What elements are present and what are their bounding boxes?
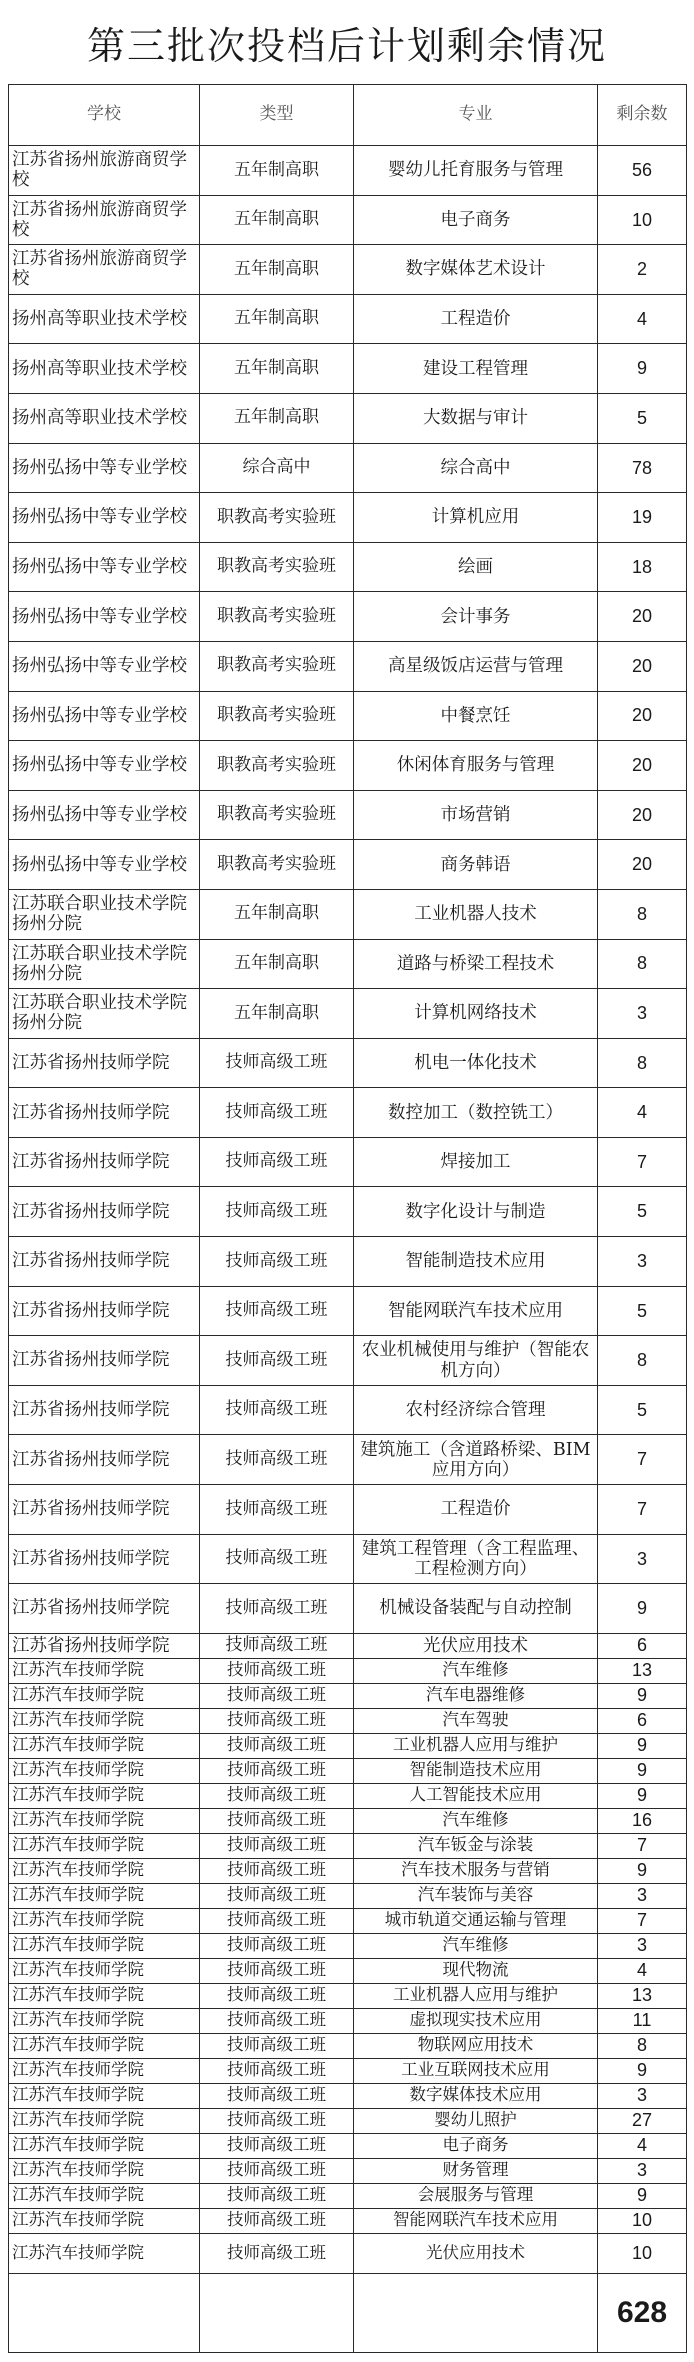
major-cell: 婴幼儿照护 <box>354 2109 598 2134</box>
school-cell: 江苏联合职业技术学院扬州分院 <box>9 890 200 940</box>
remaining-cell: 9 <box>598 1684 687 1709</box>
major-cell: 建筑施工（含道路桥梁、BIM应用方向） <box>354 1435 598 1485</box>
remaining-cell: 8 <box>598 1336 687 1386</box>
remaining-cell: 9 <box>598 1759 687 1784</box>
major-cell: 城市轨道交通运输与管理 <box>354 1909 598 1934</box>
major-cell: 计算机应用 <box>354 493 598 543</box>
type-cell: 职教高考实验班 <box>200 741 354 791</box>
remaining-cell: 20 <box>598 642 687 692</box>
major-cell: 汽车驾驶 <box>354 1709 598 1734</box>
major-cell: 绘画 <box>354 543 598 593</box>
major-cell: 汽车电器维修 <box>354 1684 598 1709</box>
major-cell: 建筑工程管理（含工程监理、工程检测方向） <box>354 1535 598 1585</box>
major-cell: 现代物流 <box>354 1959 598 1984</box>
type-cell: 五年制高职 <box>200 890 354 940</box>
remaining-cell: 3 <box>598 989 687 1039</box>
remaining-cell: 3 <box>598 1535 687 1585</box>
school-cell: 江苏汽车技师学院 <box>9 2159 200 2184</box>
remaining-plan-table <box>8 84 687 2353</box>
type-cell: 职教高考实验班 <box>200 692 354 742</box>
remaining-cell: 3 <box>598 2084 687 2109</box>
remaining-cell: 9 <box>598 1784 687 1809</box>
type-cell: 职教高考实验班 <box>200 642 354 692</box>
type-cell: 技师高级工班 <box>200 1909 354 1934</box>
type-cell: 技师高级工班 <box>200 2134 354 2159</box>
type-cell: 职教高考实验班 <box>200 840 354 890</box>
major-cell: 工程造价 <box>354 295 598 345</box>
school-cell: 江苏省扬州技师学院 <box>9 1485 200 1535</box>
major-cell: 数控加工（数控铣工） <box>354 1088 598 1138</box>
type-cell: 技师高级工班 <box>200 1834 354 1859</box>
major-cell: 物联网应用技术 <box>354 2034 598 2059</box>
type-cell: 技师高级工班 <box>200 1984 354 2009</box>
type-cell: 技师高级工班 <box>200 1684 354 1709</box>
school-cell: 扬州弘扬中等专业学校 <box>9 741 200 791</box>
school-cell: 江苏汽车技师学院 <box>9 1959 200 1984</box>
major-cell: 建设工程管理 <box>354 344 598 394</box>
school-cell: 江苏省扬州技师学院 <box>9 1138 200 1188</box>
remaining-cell: 6 <box>598 1634 687 1659</box>
school-cell: 江苏省扬州技师学院 <box>9 1386 200 1436</box>
major-cell: 汽车维修 <box>354 1659 598 1684</box>
remaining-cell: 5 <box>598 1187 687 1237</box>
school-cell: 江苏汽车技师学院 <box>9 2059 200 2084</box>
remaining-cell: 9 <box>598 2059 687 2084</box>
type-cell: 技师高级工班 <box>200 1959 354 1984</box>
type-cell: 技师高级工班 <box>200 1709 354 1734</box>
remaining-cell: 2 <box>598 245 687 295</box>
major-cell: 商务韩语 <box>354 840 598 890</box>
remaining-cell: 20 <box>598 741 687 791</box>
remaining-cell: 10 <box>598 2234 687 2274</box>
type-cell: 技师高级工班 <box>200 1088 354 1138</box>
major-cell: 高星级饭店运营与管理 <box>354 642 598 692</box>
school-cell: 江苏汽车技师学院 <box>9 2084 200 2109</box>
school-cell: 江苏省扬州技师学院 <box>9 1584 200 1634</box>
major-cell: 会计事务 <box>354 592 598 642</box>
remaining-cell: 7 <box>598 1485 687 1535</box>
school-cell: 江苏汽车技师学院 <box>9 1884 200 1909</box>
type-cell: 技师高级工班 <box>200 1784 354 1809</box>
type-cell: 技师高级工班 <box>200 2084 354 2109</box>
remaining-cell: 13 <box>598 1984 687 2009</box>
major-cell: 休闲体育服务与管理 <box>354 741 598 791</box>
school-cell: 江苏汽车技师学院 <box>9 1734 200 1759</box>
school-cell: 扬州高等职业技术学校 <box>9 394 200 444</box>
remaining-cell: 9 <box>598 2184 687 2209</box>
remaining-cell: 9 <box>598 1734 687 1759</box>
major-cell: 智能网联汽车技术应用 <box>354 2209 598 2234</box>
type-cell: 职教高考实验班 <box>200 791 354 841</box>
type-cell: 技师高级工班 <box>200 1809 354 1834</box>
type-cell: 技师高级工班 <box>200 1386 354 1436</box>
school-cell: 江苏联合职业技术学院扬州分院 <box>9 989 200 1039</box>
school-cell: 江苏汽车技师学院 <box>9 1834 200 1859</box>
remaining-cell: 9 <box>598 344 687 394</box>
major-cell: 智能网联汽车技术应用 <box>354 1287 598 1337</box>
school-cell: 江苏汽车技师学院 <box>9 1859 200 1884</box>
major-cell: 焊接加工 <box>354 1138 598 1188</box>
type-cell: 技师高级工班 <box>200 1759 354 1784</box>
type-cell: 技师高级工班 <box>200 2234 354 2274</box>
major-cell: 光伏应用技术 <box>354 1634 598 1659</box>
type-cell: 技师高级工班 <box>200 2009 354 2034</box>
major-cell: 工业机器人应用与维护 <box>354 1734 598 1759</box>
major-cell: 农业机械使用与维护（智能农机方向） <box>354 1336 598 1386</box>
school-cell: 江苏汽车技师学院 <box>9 1659 200 1684</box>
remaining-cell: 8 <box>598 1039 687 1089</box>
school-cell: 扬州弘扬中等专业学校 <box>9 692 200 742</box>
major-cell: 婴幼儿托育服务与管理 <box>354 146 598 196</box>
type-cell: 技师高级工班 <box>200 2059 354 2084</box>
remaining-cell: 3 <box>598 1884 687 1909</box>
type-cell: 职教高考实验班 <box>200 592 354 642</box>
remaining-cell: 3 <box>598 2159 687 2184</box>
empty-cell <box>200 2274 354 2353</box>
school-cell: 江苏省扬州旅游商贸学校 <box>9 245 200 295</box>
remaining-cell: 6 <box>598 1709 687 1734</box>
remaining-cell: 4 <box>598 1088 687 1138</box>
major-cell: 市场营销 <box>354 791 598 841</box>
major-cell: 会展服务与管理 <box>354 2184 598 2209</box>
remaining-cell: 9 <box>598 1584 687 1634</box>
type-cell: 职教高考实验班 <box>200 543 354 593</box>
type-cell: 五年制高职 <box>200 295 354 345</box>
major-cell: 机械设备装配与自动控制 <box>354 1584 598 1634</box>
type-cell: 综合高中 <box>200 444 354 494</box>
type-cell: 技师高级工班 <box>200 1138 354 1188</box>
school-cell: 江苏省扬州旅游商贸学校 <box>9 196 200 246</box>
empty-cell <box>9 2274 200 2353</box>
remaining-cell: 20 <box>598 592 687 642</box>
type-cell: 技师高级工班 <box>200 1187 354 1237</box>
school-cell: 江苏省扬州技师学院 <box>9 1634 200 1659</box>
major-cell: 大数据与审计 <box>354 394 598 444</box>
type-cell: 技师高级工班 <box>200 1237 354 1287</box>
type-cell: 技师高级工班 <box>200 1535 354 1585</box>
school-cell: 江苏汽车技师学院 <box>9 2034 200 2059</box>
school-cell: 江苏汽车技师学院 <box>9 2134 200 2159</box>
major-cell: 工业机器人技术 <box>354 890 598 940</box>
school-cell: 江苏省扬州技师学院 <box>9 1336 200 1386</box>
type-cell: 技师高级工班 <box>200 1584 354 1634</box>
remaining-cell: 78 <box>598 444 687 494</box>
remaining-cell: 3 <box>598 1237 687 1287</box>
school-cell: 扬州弘扬中等专业学校 <box>9 592 200 642</box>
type-cell: 技师高级工班 <box>200 1659 354 1684</box>
major-cell: 数字化设计与制造 <box>354 1187 598 1237</box>
school-cell: 江苏汽车技师学院 <box>9 2109 200 2134</box>
remaining-cell: 27 <box>598 2109 687 2134</box>
major-cell: 汽车技术服务与营销 <box>354 1859 598 1884</box>
remaining-cell: 5 <box>598 394 687 444</box>
major-cell: 工业机器人应用与维护 <box>354 1984 598 2009</box>
type-cell: 技师高级工班 <box>200 1884 354 1909</box>
major-cell: 电子商务 <box>354 196 598 246</box>
type-cell: 技师高级工班 <box>200 2184 354 2209</box>
type-cell: 技师高级工班 <box>200 1039 354 1089</box>
remaining-cell: 20 <box>598 692 687 742</box>
school-cell: 扬州高等职业技术学校 <box>9 295 200 345</box>
school-cell: 江苏省扬州技师学院 <box>9 1237 200 1287</box>
type-cell: 技师高级工班 <box>200 2034 354 2059</box>
remaining-cell: 9 <box>598 1859 687 1884</box>
school-cell: 江苏汽车技师学院 <box>9 1934 200 1959</box>
header-school: 学校 <box>9 85 200 146</box>
remaining-cell: 4 <box>598 2134 687 2159</box>
type-cell: 技师高级工班 <box>200 1435 354 1485</box>
school-cell: 江苏省扬州技师学院 <box>9 1435 200 1485</box>
header-type: 类型 <box>200 85 354 146</box>
type-cell: 技师高级工班 <box>200 1634 354 1659</box>
major-cell: 智能制造技术应用 <box>354 1237 598 1287</box>
type-cell: 技师高级工班 <box>200 1934 354 1959</box>
school-cell: 江苏省扬州技师学院 <box>9 1535 200 1585</box>
remaining-cell: 56 <box>598 146 687 196</box>
type-cell: 技师高级工班 <box>200 1287 354 1337</box>
remaining-cell: 19 <box>598 493 687 543</box>
school-cell: 江苏汽车技师学院 <box>9 2009 200 2034</box>
remaining-cell: 7 <box>598 1435 687 1485</box>
school-cell: 江苏汽车技师学院 <box>9 1759 200 1784</box>
type-cell: 技师高级工班 <box>200 2209 354 2234</box>
school-cell: 江苏省扬州技师学院 <box>9 1088 200 1138</box>
type-cell: 五年制高职 <box>200 344 354 394</box>
school-cell: 江苏联合职业技术学院扬州分院 <box>9 940 200 990</box>
type-cell: 技师高级工班 <box>200 2159 354 2184</box>
major-cell: 工程造价 <box>354 1485 598 1535</box>
type-cell: 技师高级工班 <box>200 1859 354 1884</box>
school-cell: 江苏汽车技师学院 <box>9 2234 200 2274</box>
total-remaining: 628 <box>598 2274 687 2353</box>
school-cell: 扬州弘扬中等专业学校 <box>9 444 200 494</box>
remaining-cell: 7 <box>598 1138 687 1188</box>
page-title: 第三批次投档后计划剩余情况 <box>86 23 607 68</box>
remaining-cell: 4 <box>598 1959 687 1984</box>
type-cell: 职教高考实验班 <box>200 493 354 543</box>
type-cell: 五年制高职 <box>200 196 354 246</box>
empty-cell <box>354 2274 598 2353</box>
school-cell: 扬州弘扬中等专业学校 <box>9 840 200 890</box>
school-cell: 江苏汽车技师学院 <box>9 1784 200 1809</box>
remaining-cell: 4 <box>598 295 687 345</box>
school-cell: 江苏省扬州技师学院 <box>9 1039 200 1089</box>
remaining-cell: 16 <box>598 1809 687 1834</box>
remaining-cell: 20 <box>598 840 687 890</box>
school-cell: 江苏汽车技师学院 <box>9 2184 200 2209</box>
remaining-cell: 8 <box>598 940 687 990</box>
major-cell: 中餐烹饪 <box>354 692 598 742</box>
major-cell: 综合高中 <box>354 444 598 494</box>
remaining-cell: 20 <box>598 791 687 841</box>
header-major: 专业 <box>354 85 598 146</box>
major-cell: 电子商务 <box>354 2134 598 2159</box>
type-cell: 五年制高职 <box>200 245 354 295</box>
remaining-cell: 10 <box>598 196 687 246</box>
type-cell: 五年制高职 <box>200 394 354 444</box>
remaining-cell: 8 <box>598 2034 687 2059</box>
type-cell: 技师高级工班 <box>200 1734 354 1759</box>
header-remaining: 剩余数 <box>598 85 687 146</box>
school-cell: 江苏省扬州技师学院 <box>9 1287 200 1337</box>
major-cell: 虚拟现实技术应用 <box>354 2009 598 2034</box>
school-cell: 江苏汽车技师学院 <box>9 1984 200 2009</box>
type-cell: 五年制高职 <box>200 940 354 990</box>
school-cell: 江苏省扬州技师学院 <box>9 1187 200 1237</box>
major-cell: 数字媒体技术应用 <box>354 2084 598 2109</box>
major-cell: 机电一体化技术 <box>354 1039 598 1089</box>
major-cell: 财务管理 <box>354 2159 598 2184</box>
major-cell: 道路与桥梁工程技术 <box>354 940 598 990</box>
school-cell: 扬州高等职业技术学校 <box>9 344 200 394</box>
major-cell: 汽车维修 <box>354 1934 598 1959</box>
remaining-cell: 8 <box>598 890 687 940</box>
school-cell: 扬州弘扬中等专业学校 <box>9 642 200 692</box>
major-cell: 人工智能技术应用 <box>354 1784 598 1809</box>
major-cell: 农村经济综合管理 <box>354 1386 598 1436</box>
type-cell: 技师高级工班 <box>200 2109 354 2134</box>
major-cell: 汽车钣金与涂装 <box>354 1834 598 1859</box>
major-cell: 汽车装饰与美容 <box>354 1884 598 1909</box>
type-cell: 技师高级工班 <box>200 1336 354 1386</box>
remaining-cell: 11 <box>598 2009 687 2034</box>
school-cell: 江苏汽车技师学院 <box>9 1809 200 1834</box>
school-cell: 江苏汽车技师学院 <box>9 2209 200 2234</box>
major-cell: 计算机网络技术 <box>354 989 598 1039</box>
school-cell: 扬州弘扬中等专业学校 <box>9 791 200 841</box>
school-cell: 江苏汽车技师学院 <box>9 1684 200 1709</box>
major-cell: 工业互联网技术应用 <box>354 2059 598 2084</box>
remaining-cell: 3 <box>598 1934 687 1959</box>
type-cell: 五年制高职 <box>200 989 354 1039</box>
school-cell: 扬州弘扬中等专业学校 <box>9 543 200 593</box>
school-cell: 江苏汽车技师学院 <box>9 1709 200 1734</box>
remaining-cell: 5 <box>598 1386 687 1436</box>
remaining-cell: 7 <box>598 1909 687 1934</box>
major-cell: 汽车维修 <box>354 1809 598 1834</box>
major-cell: 数字媒体艺术设计 <box>354 245 598 295</box>
remaining-cell: 7 <box>598 1834 687 1859</box>
remaining-cell: 10 <box>598 2209 687 2234</box>
major-cell: 光伏应用技术 <box>354 2234 598 2274</box>
school-cell: 江苏省扬州旅游商贸学校 <box>9 146 200 196</box>
school-cell: 江苏汽车技师学院 <box>9 1909 200 1934</box>
type-cell: 技师高级工班 <box>200 1485 354 1535</box>
school-cell: 扬州弘扬中等专业学校 <box>9 493 200 543</box>
remaining-cell: 5 <box>598 1287 687 1337</box>
type-cell: 五年制高职 <box>200 146 354 196</box>
remaining-cell: 18 <box>598 543 687 593</box>
major-cell: 智能制造技术应用 <box>354 1759 598 1784</box>
remaining-cell: 13 <box>598 1659 687 1684</box>
